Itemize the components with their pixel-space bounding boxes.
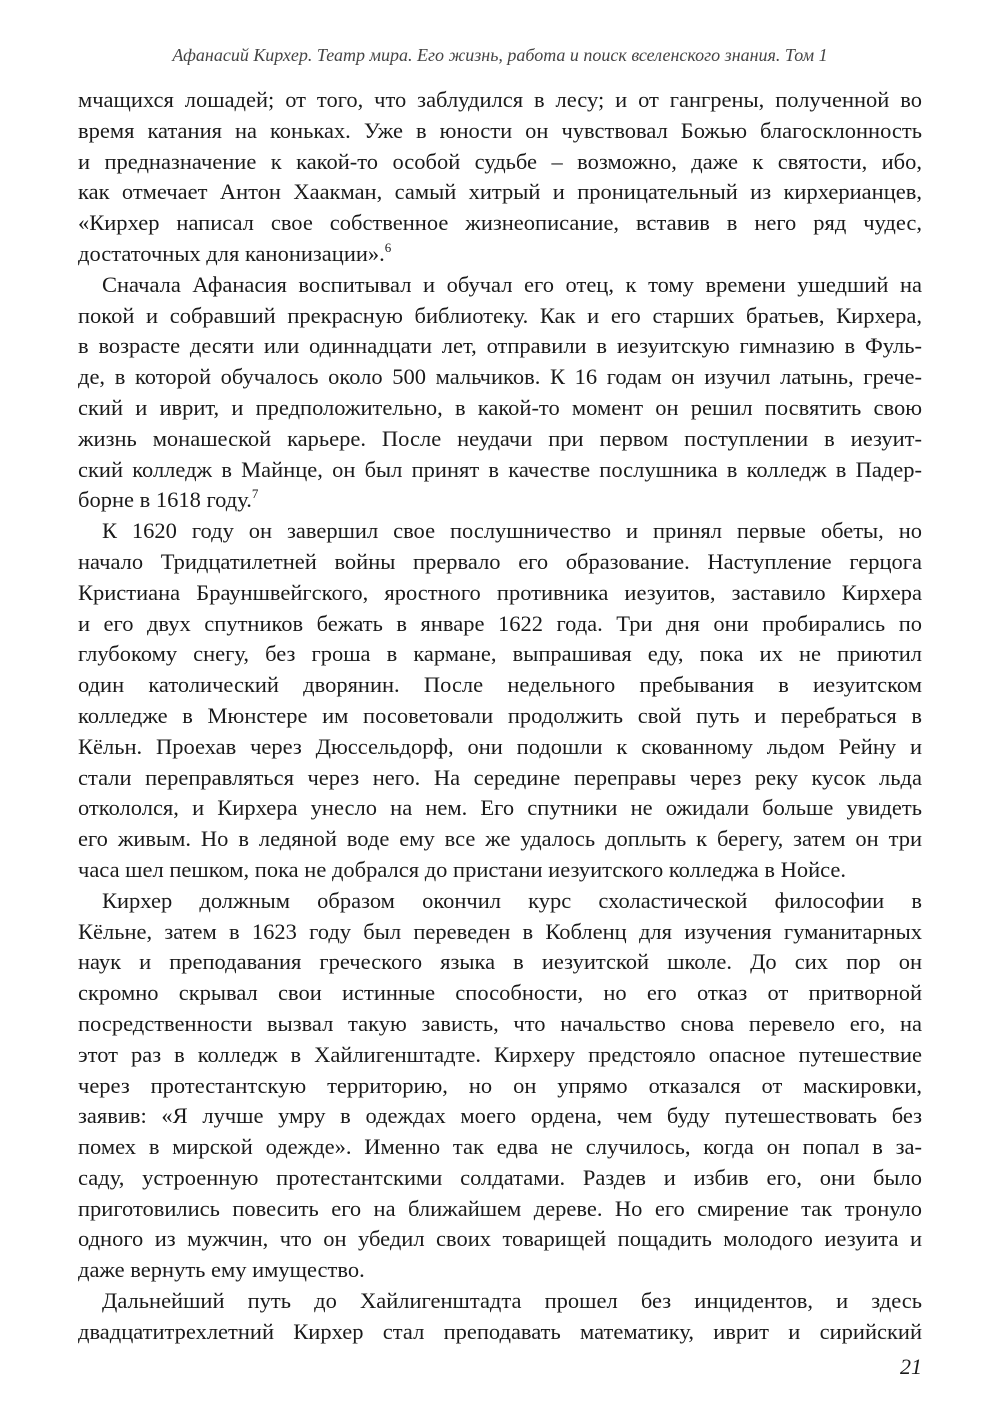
line-text: ский и иврит, и предположительно, в какой-то момент он решил посвятить свою [78,394,922,420]
line-text: откололся, и Кирхера унесло на нем. Его спутники не ожидали больше увидеть [78,795,922,821]
text-line [78,270,922,301]
text-line [78,485,922,516]
line-text: де, в которой обучалось около 500 мальчиков. К 16 годам он изучил латынь, грече- [78,364,922,390]
line-text: и его двух спутников бежать в январе 1622 года. Три дня они пробирались по [78,610,922,636]
paragraph [78,516,922,886]
footnote-marker[interactable]: 6 [384,239,392,255]
line-text: часа шел пешком, пока не добрался до пристани иезуитского колледжа в Нойсе. [78,856,846,882]
line-text: Кёльне, затем в 1623 году был переведен в Кобленц для изучения гуманитарных [78,918,922,944]
paragraph [78,1286,922,1348]
line-text: «Кирхер написал свое собственное жизнеописание, вставив в него ряд чудес, [78,210,922,236]
footnote-marker[interactable]: 7 [251,486,259,502]
line-text: как отмечает Антон Хаакман, самый хитрый и проницательный из кирхерианцев, [78,179,922,205]
text-line [78,886,922,917]
text-line [78,424,922,455]
line-text: покой и собравший прекрасную библиотеку. Как и его старших братьев, Кирхера, [78,302,922,328]
line-text: один католический дворянин. После недельного пребывания в иезуитском [78,672,922,698]
line-text: заявив: «Я лучше умру в одеждах моего ордена, чем буду путешествовать без [78,1103,922,1129]
text-line [78,701,922,732]
text-line [78,1255,922,1286]
text-line [78,239,922,270]
text-line [78,208,922,239]
text-line [78,331,922,362]
text-line [78,732,922,763]
line-text: одного из мужчин, что он убедил своих товарищей пощадить молодого иезуита и [78,1226,922,1252]
line-text: скромно скрывал свои истинные способности, но его отказ от притворной [78,980,922,1006]
line-text: мчащихся лошадей; от того, что заблудился в лесу; и от гангрены, полученной во [78,87,922,112]
line-text: в возрасте десяти или одиннадцати лет, отправили в иезуитскую гимназию в Фуль- [78,333,922,359]
running-header: Афанасий Кирхер. Театр мира. Его жизнь, работа и поиск вселенского знания. Том 1 [172,45,828,65]
text-line [78,177,922,208]
text-line [78,1194,922,1225]
line-text: Дальнейший путь до Хайлигенштадта прошел без инцидентов, и здесь [102,1288,922,1314]
text-line [78,85,922,116]
line-text: жизнь монашеской карьере. После неудачи при первом поступлении в иезуит- [78,425,922,451]
line-text: саду, устроенную протестантскими солдатами. Раздев и избив его, они было [78,1164,922,1190]
text-line [78,547,922,578]
text-line [78,763,922,794]
line-text: борне в 1618 году. [78,487,252,513]
line-text: его живым. Но в ледяной воде ему все же удалось доплыть к берегу, затем он три [78,826,922,852]
line-text: Кирхер должным образом окончил курс схоластической философии в [102,887,922,913]
line-text: глубокому снегу, без гроша в кармане, выпрашивая еду, пока их не приютил [78,641,922,667]
text-line [78,1071,922,1102]
body-text [78,85,922,1348]
text-line [78,793,922,824]
text-line [78,947,922,978]
line-text: наук и преподавания греческого языка в иезуитской школе. До сих пор он [78,949,922,975]
line-text: стали переправляться через него. На середине переправы через реку кусок льда [78,764,922,790]
text-line [78,301,922,332]
text-line [78,578,922,609]
line-text: этот раз в колледж в Хайлигенштадте. Кирхеру предстояло опасное путешествие [78,1041,922,1067]
line-text: достаточных для канонизации». [78,240,385,266]
text-line [78,362,922,393]
text-line [78,917,922,948]
line-text: и предназначение к какой-то особой судьбе – возможно, даже к святости, ибо, [78,148,922,174]
line-text: Сначала Афанасия воспитывал и обучал его отец, к тому времени ушедший на [102,271,922,297]
line-text: ский колледж в Майнце, он был принят в качестве послушника в колледж в Падер- [78,456,922,482]
text-line [78,824,922,855]
text-line [78,855,922,886]
text-line [78,1163,922,1194]
text-line [78,1286,922,1317]
text-line [78,670,922,701]
line-text: приготовились повесить его на ближайшем дереве. Но его смирение так тронуло [78,1195,922,1221]
paragraph [78,85,922,270]
text-line [78,1101,922,1132]
text-line [78,116,922,147]
text-line [78,1224,922,1255]
page-number: 21 [900,1354,922,1379]
text-line [78,455,922,486]
line-text: посредственности вызвал такую зависть, что начальство снова перевело его, на [78,1010,922,1036]
line-text: Кёльн. Проехав через Дюссельдорф, они подошли к скованному льдом Рейну и [78,733,922,759]
line-text: двадцатитрехлетний Кирхер стал преподавать математику, иврит и сирийский [78,1318,922,1344]
text-line [78,1132,922,1163]
line-text: помех в мирской одежде». Именно так едва не случилось, когда он попал в за- [78,1134,922,1160]
text-line [78,978,922,1009]
line-text: через протестантскую территорию, но он упрямо отказался от маскировки, [78,1072,922,1098]
text-line [78,516,922,547]
line-text: начало Тридцатилетней войны прервало его образование. Наступление герцога [78,548,922,574]
text-line [78,1040,922,1071]
text-line [78,147,922,178]
text-line [78,1317,922,1348]
text-line [78,639,922,670]
text-line [78,1009,922,1040]
line-text: время катания на коньках. Уже в юности он чувствовал Божью благосклонность [78,117,922,143]
line-text: колледже в Мюнстере им посоветовали продолжить свой путь и перебраться в [78,702,922,728]
line-text: Кристиана Брауншвейгского, яростного противника иезуитов, заставило Кирхера [78,579,922,605]
paragraph [78,886,922,1286]
text-line [78,609,922,640]
text-line [78,393,922,424]
line-text: даже вернуть ему имущество. [78,1257,365,1283]
paragraph [78,270,922,516]
line-text: К 1620 году он завершил свое послушничество и принял первые обеты, но [102,518,922,544]
